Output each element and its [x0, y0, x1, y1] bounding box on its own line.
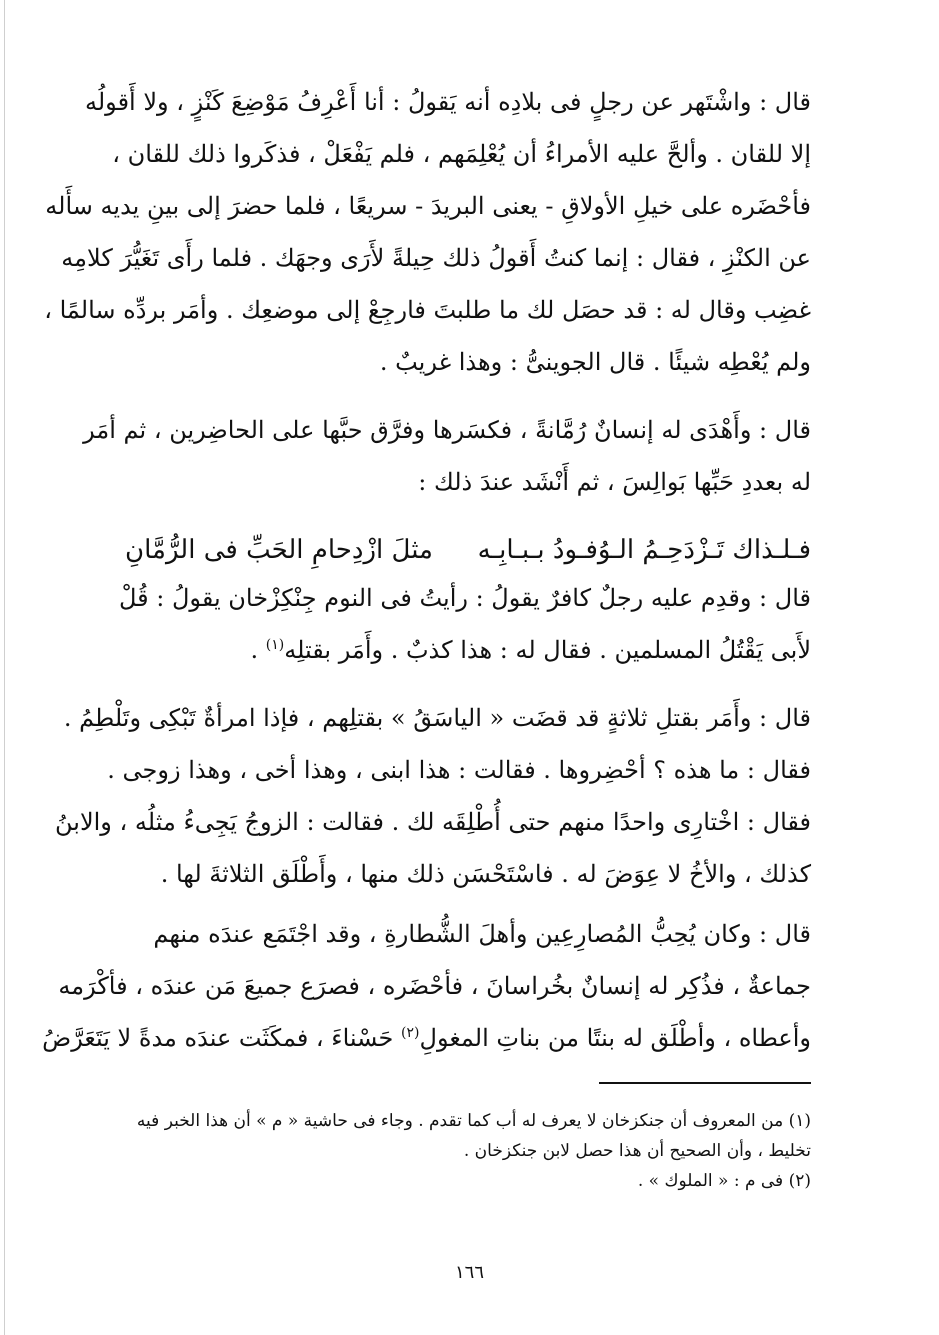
- paragraph-4: [55, 692, 811, 900]
- text-line: غضِب وقال له : قد حصَل لك ما طلبتَ فارجِعْ إلى موضعِك . وأمَر بردِّه سالمًا ،: [44, 296, 811, 324]
- text-line: جماعةٌ ، فذُكِر له إنسانٌ بخُراسانَ ، فأحْضَره ، فصرَع جميعَ مَن عندَه ، فأكْرَمه: [58, 972, 811, 1000]
- paragraph-5: [42, 908, 811, 1064]
- line-tail: حَسْناءَ ، فمكَثَت عندَه مدةً لا يَتَعَرَّضُ: [42, 1024, 402, 1052]
- footnotes: [125, 1106, 811, 1196]
- line-tail: .: [250, 636, 266, 664]
- text-line: عن الكنْزِ ، فقال : إنما كنتُ أَقولُ ذلك حِيلةً لأَرَى وجهَك . فلما رأَى تَغَيُّرَ كلامِه: [61, 244, 811, 272]
- text-line: قال : وأَمَر بقتلِ ثلاثةٍ قد قضَت « الياسَقُ » بقتلِهم ، فإذا امرأةٌ تَبْكِى وتَلْطِمُ .: [63, 704, 811, 732]
- page-number: ١٦٦: [454, 1262, 484, 1283]
- text-line: قال : وقدِم عليه رجلٌ كافرٌ يقولُ : رأيتُ فى النوم جِنْكِزْخان يقولُ : قُلْ: [118, 584, 811, 612]
- text-line: له بعددِ حَبِّها بَوالِسَ ، ثم أَنْشَد عندَ ذلك :: [418, 468, 811, 496]
- text-line: قال : وأَهْدَى له إنسانٌ رُمَّانةً ، فكسَرها وفرَّق حبَّها على الحاضِرين ، ثم أمَر: [83, 416, 811, 444]
- poetry-verse: [125, 524, 811, 576]
- footnote-line: (٢) فى م : « الملوك » .: [637, 1171, 811, 1191]
- verse-first-hemistich: فـلـذاك تَـزْدَحِـمُ الـوُفـودُ بـبـابِـه: [477, 535, 811, 565]
- text-line: فأحْضَره على خيلِ الأولاقِ - يعنى البريدَ - سريعًا ، فلما حضرَ إلى بينِ يديه سأَله: [45, 192, 811, 220]
- verse-second-hemistich: مثلَ ازْدِحامِ الحَبِّ فى الرُّمَّانِ: [125, 535, 433, 565]
- text-line-with-footnote: [125, 624, 811, 676]
- text-line: ولم يُعْطِه شيئًا . قال الجوينىُّ : وهذا غريبٌ .: [379, 348, 811, 376]
- text-line-with-footnote: [42, 1012, 811, 1064]
- line-text: وأعطاه ، وأطْلَق له بنتًا من بناتِ المغولِ: [419, 1024, 811, 1052]
- text-line: كذلك ، والأخُ لا عِوَضَ له . فاسْتَحْسَن ذلك منها ، وأَطْلَق الثلاثةَ لها .: [160, 860, 811, 888]
- text-line: فقال : ما هذه ؟ أحْضِروها . فقالت : هذا ابنى ، وهذا أخى ، وهذا زوجى .: [107, 756, 811, 784]
- footnote-line: (١) من المعروف أن جنكزخان لا يعرف له أب كما تقدم . وجاء فى حاشية « م » أن هذا الخبر فيه: [136, 1111, 811, 1131]
- footnote-separator: [599, 1082, 811, 1084]
- scan-edge-left: [4, 0, 5, 1335]
- paragraph-1: [44, 76, 811, 388]
- paragraph-2: [83, 404, 811, 508]
- text-line: فقال : اخْتارِى واحدًا منهم حتى أُطْلِقَه لك . فقالت : الزوجُ يَجِىءُ مثلُه ، والابنُ: [55, 808, 811, 836]
- line-text: لأَبى يَقْتُلُ المسلمين . فقال له : هذا كذبٌ . وأَمَر بقتلِه: [284, 636, 811, 664]
- text-line: إلا للقان . وألحَّ عليه الأمراءُ أن يُعْلِمَهم ، فلم يَفْعَلْ ، فذكَروا ذلك للقان ،: [112, 140, 811, 168]
- footnote-line: تخليط ، وأن الصحيح أن هذا حصل لابن جنكزخان .: [463, 1141, 811, 1161]
- footnote-marker-1: (١): [265, 637, 285, 653]
- text-line: قال : وكان يُحِبُّ المُصارِعِين وأهلَ الشُّطارةِ ، وقد اجْتَمَع عندَه منهم: [153, 920, 811, 948]
- paragraph-3: [118, 572, 811, 676]
- text-line: قال : واشْتَهر عن رجلٍ فى بلادِه أنه يَقولُ : أنا أَعْرِفُ مَوْضِعَ كَنْزٍ ، ولا أَقولُه: [85, 88, 811, 116]
- footnote-marker-2: (٢): [401, 1025, 420, 1041]
